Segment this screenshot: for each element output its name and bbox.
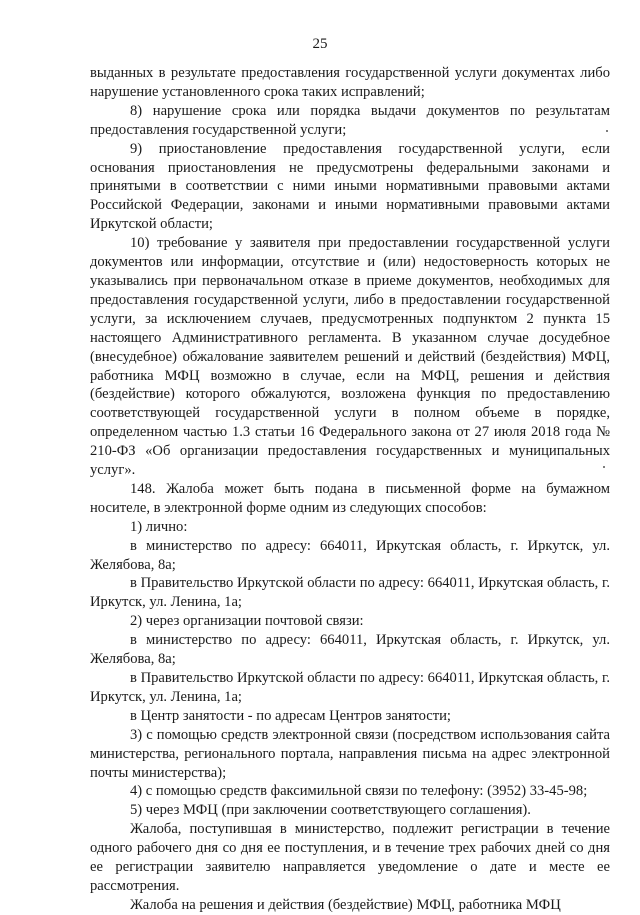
scan-speck	[603, 466, 605, 468]
paragraph-method-5: 5) через МФЦ (при заключении соответствующего соглашения).	[130, 802, 531, 819]
paragraph-item-9: 9) приостановление предоставления государственной услуги, если основания приостановления не предусмотрены федеральными законами и принятыми в соответствии с ними иными нормативными правовыми актами Российской Федерации, законами и иными нормативными правовыми актами Иркутской области;	[90, 140, 610, 233]
paragraph-method-4: 4) с помощью средств факсимильной связи по телефону: (3952) 33-45-98;	[130, 783, 588, 800]
paragraph-148: 148. Жалоба может быть подана в письменной форме на бумажном носителе, в электронной форме одним из следующих способов:	[90, 480, 610, 516]
paragraph-government-address-2: в Правительство Иркутской области по адресу: 664011, Иркутская область, г. Иркутск, ул. Ленина, 1а;	[90, 670, 610, 705]
paragraph-continuation: выданных в результате предоставления государственной услуги документах либо нарушение установленного срока таких исправлений;	[90, 65, 610, 100]
page-number: 25	[312, 36, 328, 52]
paragraph-item-10: 10) требование у заявителя при предоставлении государственной услуги документов или информации, отсутствие и (или) недостоверность которых не указывались при первоначальном отказе в приеме документов, необходимых для предоставления государственной услуги, либо в предоставлении государственной услуги, за исключением случаев, предусмотренных подпунктом 2 пункта 15 настоящего Административного регламента. В указанном случае досудебное (внесудебное) обжалование заявителем решений и действий (бездействия) МФЦ, работника МФЦ возможно в случае, если на МФЦ, решения и действия (бездействие) которого обжалуются, возложена функция по предоставлению соответствующей государственной услуги в полном объеме в порядке, определенном частью 1.3 статьи 16 Федерального закона от 27 июля 2018 года № 210-ФЗ «Об организации предоставления государственных и муниципальных услуг».	[90, 235, 610, 479]
document-body	[90, 64, 610, 915]
paragraph-mfc-complaint: Жалоба на решения и действия (бездействие) МФЦ, работника МФЦ	[130, 896, 561, 913]
paragraph-item-8: 8) нарушение срока или порядка выдачи документов по результатам предоставления государственной услуги;	[90, 102, 610, 138]
paragraph-method-1: 1) лично:	[130, 518, 188, 535]
paragraph-registration: Жалоба, поступившая в министерство, подлежит регистрации в течение одного рабочего дня со дня ее поступления, и в течение трех рабочих дней со дня ее регистрации заявителю направляется уведомление о дате и месте ее рассмотрения.	[90, 821, 610, 894]
paragraph-ministry-address-1: в министерство по адресу: 664011, Иркутская область, г. Иркутск, ул. Желябова, 8а;	[90, 537, 610, 573]
scan-speck	[606, 130, 608, 132]
paragraph-ministry-address-2: в министерство по адресу: 664011, Иркутская область, г. Иркутск, ул. Желябова, 8а;	[90, 632, 610, 668]
paragraph-employment-center: в Центр занятости - по адресам Центров занятости;	[130, 707, 451, 724]
paragraph-method-2: 2) через организации почтовой связи:	[130, 613, 364, 630]
paragraph-government-address-1: в Правительство Иркутской области по адресу: 664011, Иркутская область, г. Иркутск, ул. Ленина, 1а;	[90, 575, 610, 611]
paragraph-method-3: 3) с помощью средств электронной связи (посредством использования сайта министерства, регионального портала, направления письма на адрес электронной почты министерства);	[90, 726, 610, 781]
